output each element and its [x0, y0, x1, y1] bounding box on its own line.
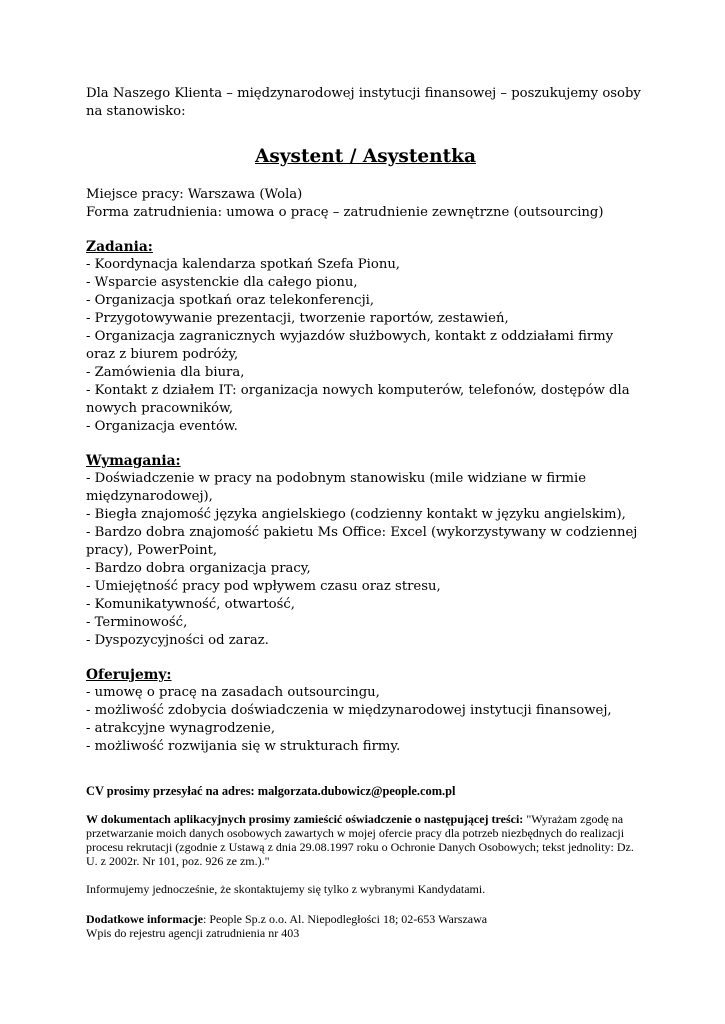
offer-heading: Oferujemy: — [86, 667, 172, 683]
list-item: - atrakcyjne wynagrodzenie, — [86, 721, 276, 736]
page-title: Asystent / Asystentka — [255, 146, 476, 167]
list-item: - Organizacja eventów. — [86, 419, 238, 434]
list-item: - Organizacja zagranicznych wyjazdów służbowych, kontakt z oddziałami firmy oraz z biurem podróży, — [86, 329, 614, 362]
offer-section — [86, 666, 645, 756]
extra-info — [86, 912, 645, 926]
job-meta — [86, 186, 645, 222]
list-item: - możliwość rozwijania się w strukturach firmy. — [86, 739, 401, 754]
list-item: - Koordynacja kalendarza spotkań Szefa Pionu, — [86, 257, 401, 272]
employment-type: Forma zatrudnienia: umowa o pracę – zatrudnienie zewnętrzne (outsourcing) — [86, 205, 604, 220]
list-item: - Wsparcie asystenckie dla całego pionu, — [86, 275, 358, 290]
list-item: - Komunikatywność, otwartość, — [86, 597, 295, 612]
tasks-heading: Zadania: — [86, 239, 153, 255]
list-item: - Bardzo dobra znajomość pakietu Ms Office: Excel (wykorzystywany w codziennej pracy), PowerPoint, — [86, 525, 638, 558]
list-item: - Doświadczenie w pracy na podobnym stanowisku (mile widziane w firmie międzynarodowej), — [86, 471, 587, 504]
intro-text: Dla Naszego Klienta – międzynarodowej instytucji finansowej – poszukujemy osoby na stanowisko: — [86, 86, 641, 119]
tasks-section — [86, 238, 645, 436]
consent-text: "Wyrażam zgodę na przetwarzanie moich danych osobowych zawartych w mojej ofercie pracy dla potrzeb niezbędnych do realizacji procesu rekrutacji (zgodnie z Ustawą z dnia 29.08.1997 roku o Ochronie Danych Osobowych; tekst jednolity: Dz. U. z 2002r. Nr 101, poz. 926 ze zm.)." — [86, 812, 634, 868]
list-item: - Zamówienia dla biura, — [86, 365, 245, 380]
list-item: - możliwość zdobycia doświadczenia w międzynarodowej instytucji finansowej, — [86, 703, 612, 718]
list-item: - Przygotowywanie prezentacji, tworzenie raportów, zestawień, — [86, 311, 509, 326]
work-location: Miejsce pracy: Warszawa (Wola) — [86, 187, 303, 202]
list-item: - Terminowość, — [86, 615, 188, 630]
requirements-list — [86, 470, 645, 650]
list-item: - Umiejętność pracy pod wpływem czasu oraz stresu, — [86, 579, 441, 594]
extra-info-label: Dodatkowe informacje — [86, 912, 203, 926]
consent-label: W dokumentach aplikacyjnych prosimy zamieścić oświadczenie o następującej treści: — [86, 812, 524, 826]
list-item: - Dyspozycyjności od zaraz. — [86, 633, 269, 648]
list-item: - Bardzo dobra organizacja pracy, — [86, 561, 311, 576]
extra-info-text: : People Sp.z o.o. Al. Niepodległości 18; 02-653 Warszawa — [202, 912, 488, 926]
cv-email-note: CV prosimy przesyłać na adres: malgorzata.dubowicz@people.com.pl — [86, 784, 456, 798]
offer-list — [86, 684, 645, 756]
tasks-list — [86, 256, 645, 436]
registry-note: Wpis do rejestru agencji zatrudnienia nr 403 — [86, 926, 300, 940]
consent-note — [86, 812, 645, 868]
list-item: - Organizacja spotkań oraz telekonferencji, — [86, 293, 375, 308]
list-item: - Biegła znajomość języka angielskiego (codzienny kontakt w języku angielskim), — [86, 507, 626, 522]
inform-note: Informujemy jednocześnie, że skontaktujemy się tylko z wybranymi Kandydatami. — [86, 882, 486, 896]
requirements-heading: Wymagania: — [86, 453, 181, 469]
list-item: - umowę o pracę na zasadach outsourcingu, — [86, 685, 380, 700]
list-item: - Kontakt z działem IT: organizacja nowych komputerów, telefonów, dostępów dla nowych pracowników, — [86, 383, 630, 416]
requirements-section — [86, 452, 645, 650]
